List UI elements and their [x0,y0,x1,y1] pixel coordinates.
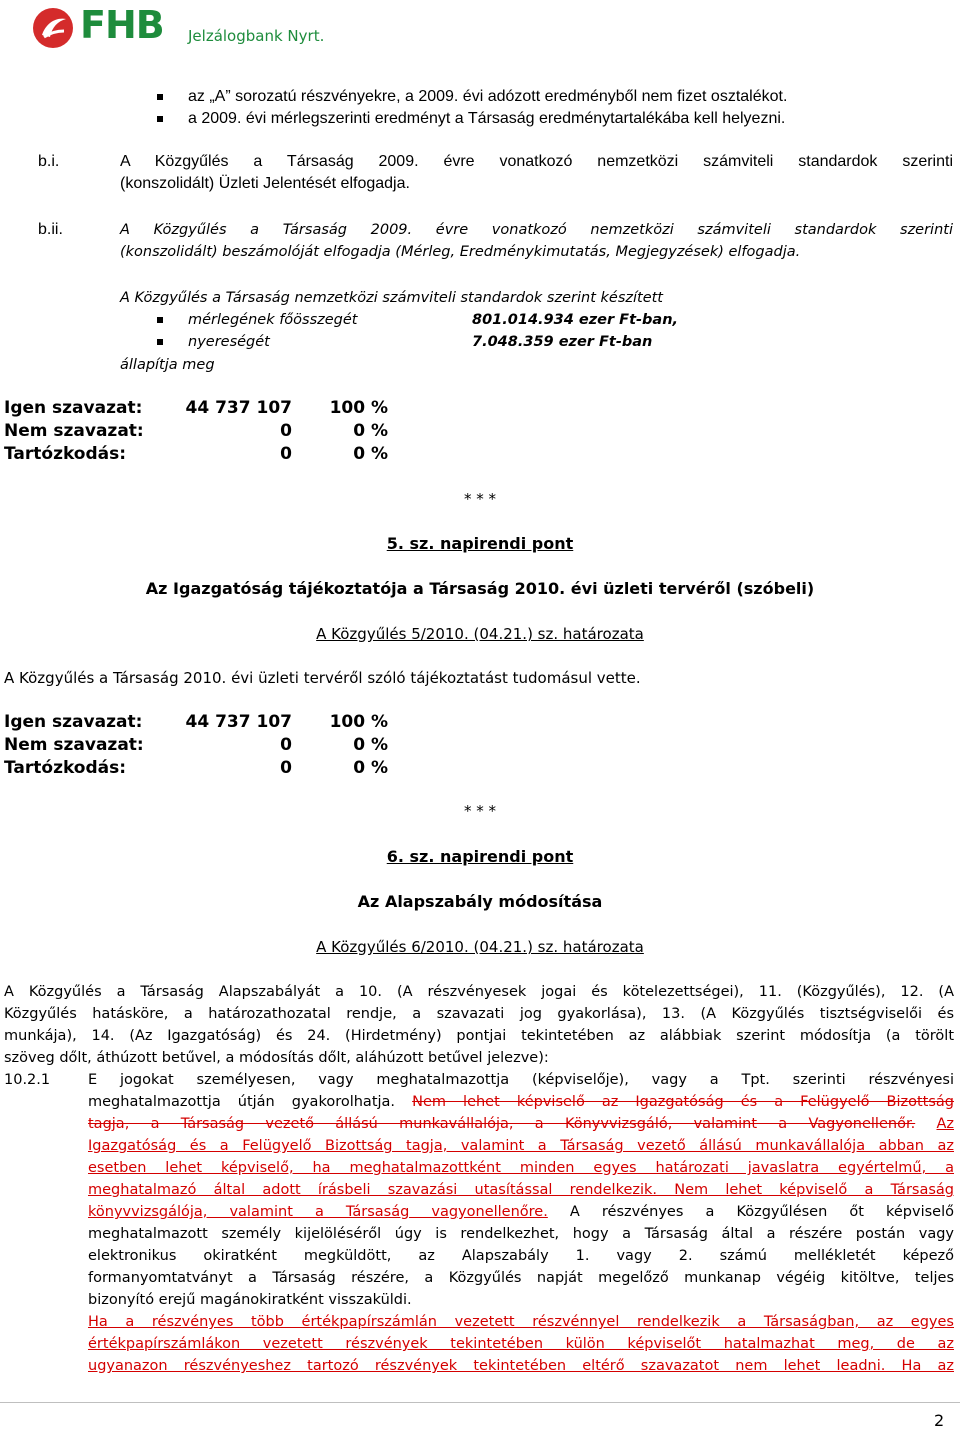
resolution-text: A Közgyűlés a Társaság 2010. évi üzleti tervéről szóló tájékoztatást tudomásul vette. [4,669,641,687]
vote-table [4,711,404,780]
vote-label: Tartózkodás: [4,444,127,464]
agenda-heading: 6. sz. napirendi pont [386,847,574,866]
vote-count: 0 [280,444,292,464]
paragraph-line [88,1113,954,1135]
bullet-text: a 2009. évi mérlegszerinti eredményt a Társaság eredménytartalékába kell helyezni. [188,110,786,127]
clause-text-inserted: értékpapírszámlákon vezetett részvények tekintetében külön képviselőt hatalmazhat meg, de az [88,1336,954,1352]
clause-number: 10.2.1 [4,1072,51,1088]
vote-label: Igen szavazat: [4,398,143,418]
item-text: (konszolidált) beszámolóját elfogadja (Mérleg, Eredménykimutatás, Megjegyzések) elfogadja. [120,244,801,260]
item-label: b.ii. [38,221,63,238]
vote-label: Tartózkodás: [4,758,127,778]
vote-percent: 100 % [329,398,388,418]
clause-text-deleted: tagja, a Társaság vezető állású munkavállalója, a Könyvvizsgáló, valamint a Vagyonellenőr. [88,1116,916,1132]
clause-text-inserted: Az [936,1116,954,1132]
balance-total-label: mérlegének főösszegét [188,312,358,328]
vote-percent: 0 % [353,444,388,464]
clause-text-normal: A részvényes a Közgyűlésen őt képviselő [569,1204,954,1220]
item-text: A Közgyűlés a Társaság 2009. évre vonatkozó nemzetközi számviteli standardok szerinti [120,222,953,238]
logo-wordmark: FHB [80,3,164,47]
fhb-logo [30,5,330,51]
vote-percent: 0 % [353,421,388,441]
vote-count: 0 [280,421,292,441]
section-separator: * * * [463,490,497,508]
vote-row [4,734,404,757]
vote-row [4,420,404,443]
fhb-logo-icon [30,5,76,51]
clause-text-normal: meghatalmazottja útján gyakorolhatja. [88,1094,396,1110]
logo-subtitle: Jelzálogbank Nyrt. [188,27,325,45]
vote-table [4,397,404,466]
clause-text-inserted: esetben lehet képviselő, ha meghatalmazottként minden egyes határozati javaslatra egyértelmű, a [88,1160,954,1176]
paragraph-line: Közgyűlés hatásköre, a határozathozatal rendje, a szavazati jog gyakorlása), 13. (A Közgyűlés tisztségviselői és [4,1006,954,1022]
vote-percent: 100 % [329,712,388,732]
amendment-intro [4,981,954,1069]
bullet-square [157,94,163,100]
vote-count: 0 [280,758,292,778]
resolution-title: A Közgyűlés 6/2010. (04.21.) sz. határozata [316,938,644,956]
clause-text [88,1069,954,1377]
paragraph-line: szöveg dőlt, áthúzott betűvel, a módosítás dőlt, aláhúzott betűvel jelezve): [4,1050,549,1066]
footer-divider [0,1402,960,1403]
agenda-title: Az Alapszabály módosítása [357,892,603,911]
paragraph-line: A Közgyűlés a Társaság Alapszabályát a 10. (A részvényesek jogai és kötelezettségei), 11. (Közgyűlés), 12. (A [4,984,954,1000]
paragraph-line [88,1091,954,1113]
section-separator: * * * [463,802,497,820]
bullet-text: az „A” sorozatú részvényekre, a 2009. évi adózott eredményből nem fizet osztalékot. [188,88,788,105]
vote-percent: 0 % [353,758,388,778]
clause-text-inserted: meghatalmazó által adott írásbeli szavazási utasítással rendelkezik. Nem lehet képviselő a Társaság [88,1182,954,1198]
bullet-square [157,116,163,122]
bullet-square [157,317,163,323]
balance-profit-value: 7.048.359 ezer Ft-ban [472,334,653,350]
vote-count: 44 737 107 [185,398,292,418]
vote-label: Igen szavazat: [4,712,143,732]
clause-text-inserted: Igazgatóság és a Felügyelő Bizottság tagja, valamint a Társaság vezető állású munkavállalója abban az [88,1138,954,1154]
vote-row [4,711,404,734]
page-number: 2 [934,1411,945,1430]
agenda-title: Az Igazgatóság tájékoztatója a Társaság 2010. évi üzleti tervéről (szóbeli) [145,579,815,598]
item-text: (konszolidált) Üzleti Jelentését elfogadja. [120,175,410,192]
balance-profit-label: nyereségét [188,334,270,350]
paragraph-line: formanyomtatványt a Társaság részére, a Közgyűlés napját megelőző munkanap végéig kitöltve, teljes [88,1270,954,1286]
clause-text-inserted: könyvvizsgálója, valamint a Társaság vagyonellenőre. [88,1204,548,1220]
paragraph-line [88,1201,954,1223]
agenda-heading: 5. sz. napirendi pont [386,534,574,553]
item-label: b.i. [38,153,60,170]
vote-count: 44 737 107 [185,712,292,732]
clause-text-inserted: Ha a részvényes több értékpapírszámlán vezetett részvénnyel rendelkezik a Társaságban, az egyes [88,1314,954,1330]
bullet-square [157,339,163,345]
paragraph-line: munkája), 14. (Az Igazgatóság) és 24. (Hirdetmény) pontjai tekintetében az alábbiak szerint módosítja (a törölt [4,1028,954,1044]
vote-label: Nem szavazat: [4,735,144,755]
clause-text-deleted: Nem lehet képviselő az Igazgatóság és a Felügyelő Bizottság [412,1094,954,1110]
vote-row [4,397,404,420]
clause-text-inserted: ugyanazon részvényeshez tartozó részvények tekintetében eltérő szavazatot nem lehet leadni. Ha az [88,1358,954,1374]
paragraph-line: E jogokat személyesen, vagy meghatalmazottja (képviselője), vagy a Tpt. szerinti részvényesi [88,1072,954,1088]
vote-percent: 0 % [353,735,388,755]
vote-count: 0 [280,735,292,755]
balance-intro: A Közgyűlés a Társaság nemzetközi számviteli standardok szerint készített [120,290,663,306]
balance-total-value: 801.014.934 ezer Ft-ban, [472,312,679,328]
vote-row [4,757,404,780]
item-text: A Közgyűlés a Társaság 2009. évre vonatkozó nemzetközi számviteli standardok szerinti [120,153,953,170]
vote-label: Nem szavazat: [4,421,144,441]
vote-row [4,443,404,466]
paragraph-line: elektronikus okiratként megküldött, az Alapszabály 1. vagy 2. számú mellékletét képező [88,1248,954,1264]
paragraph-line: bizonyító erejű magánokiratként visszaküldi. [88,1292,412,1308]
balance-closing: állapítja meg [120,357,215,373]
resolution-title: A Közgyűlés 5/2010. (04.21.) sz. határozata [316,625,644,643]
paragraph-line: meghatalmazott személy kijelöléséről úgy is rendelkezhet, hogy a Társaság által a részére postán vagy [88,1226,954,1242]
